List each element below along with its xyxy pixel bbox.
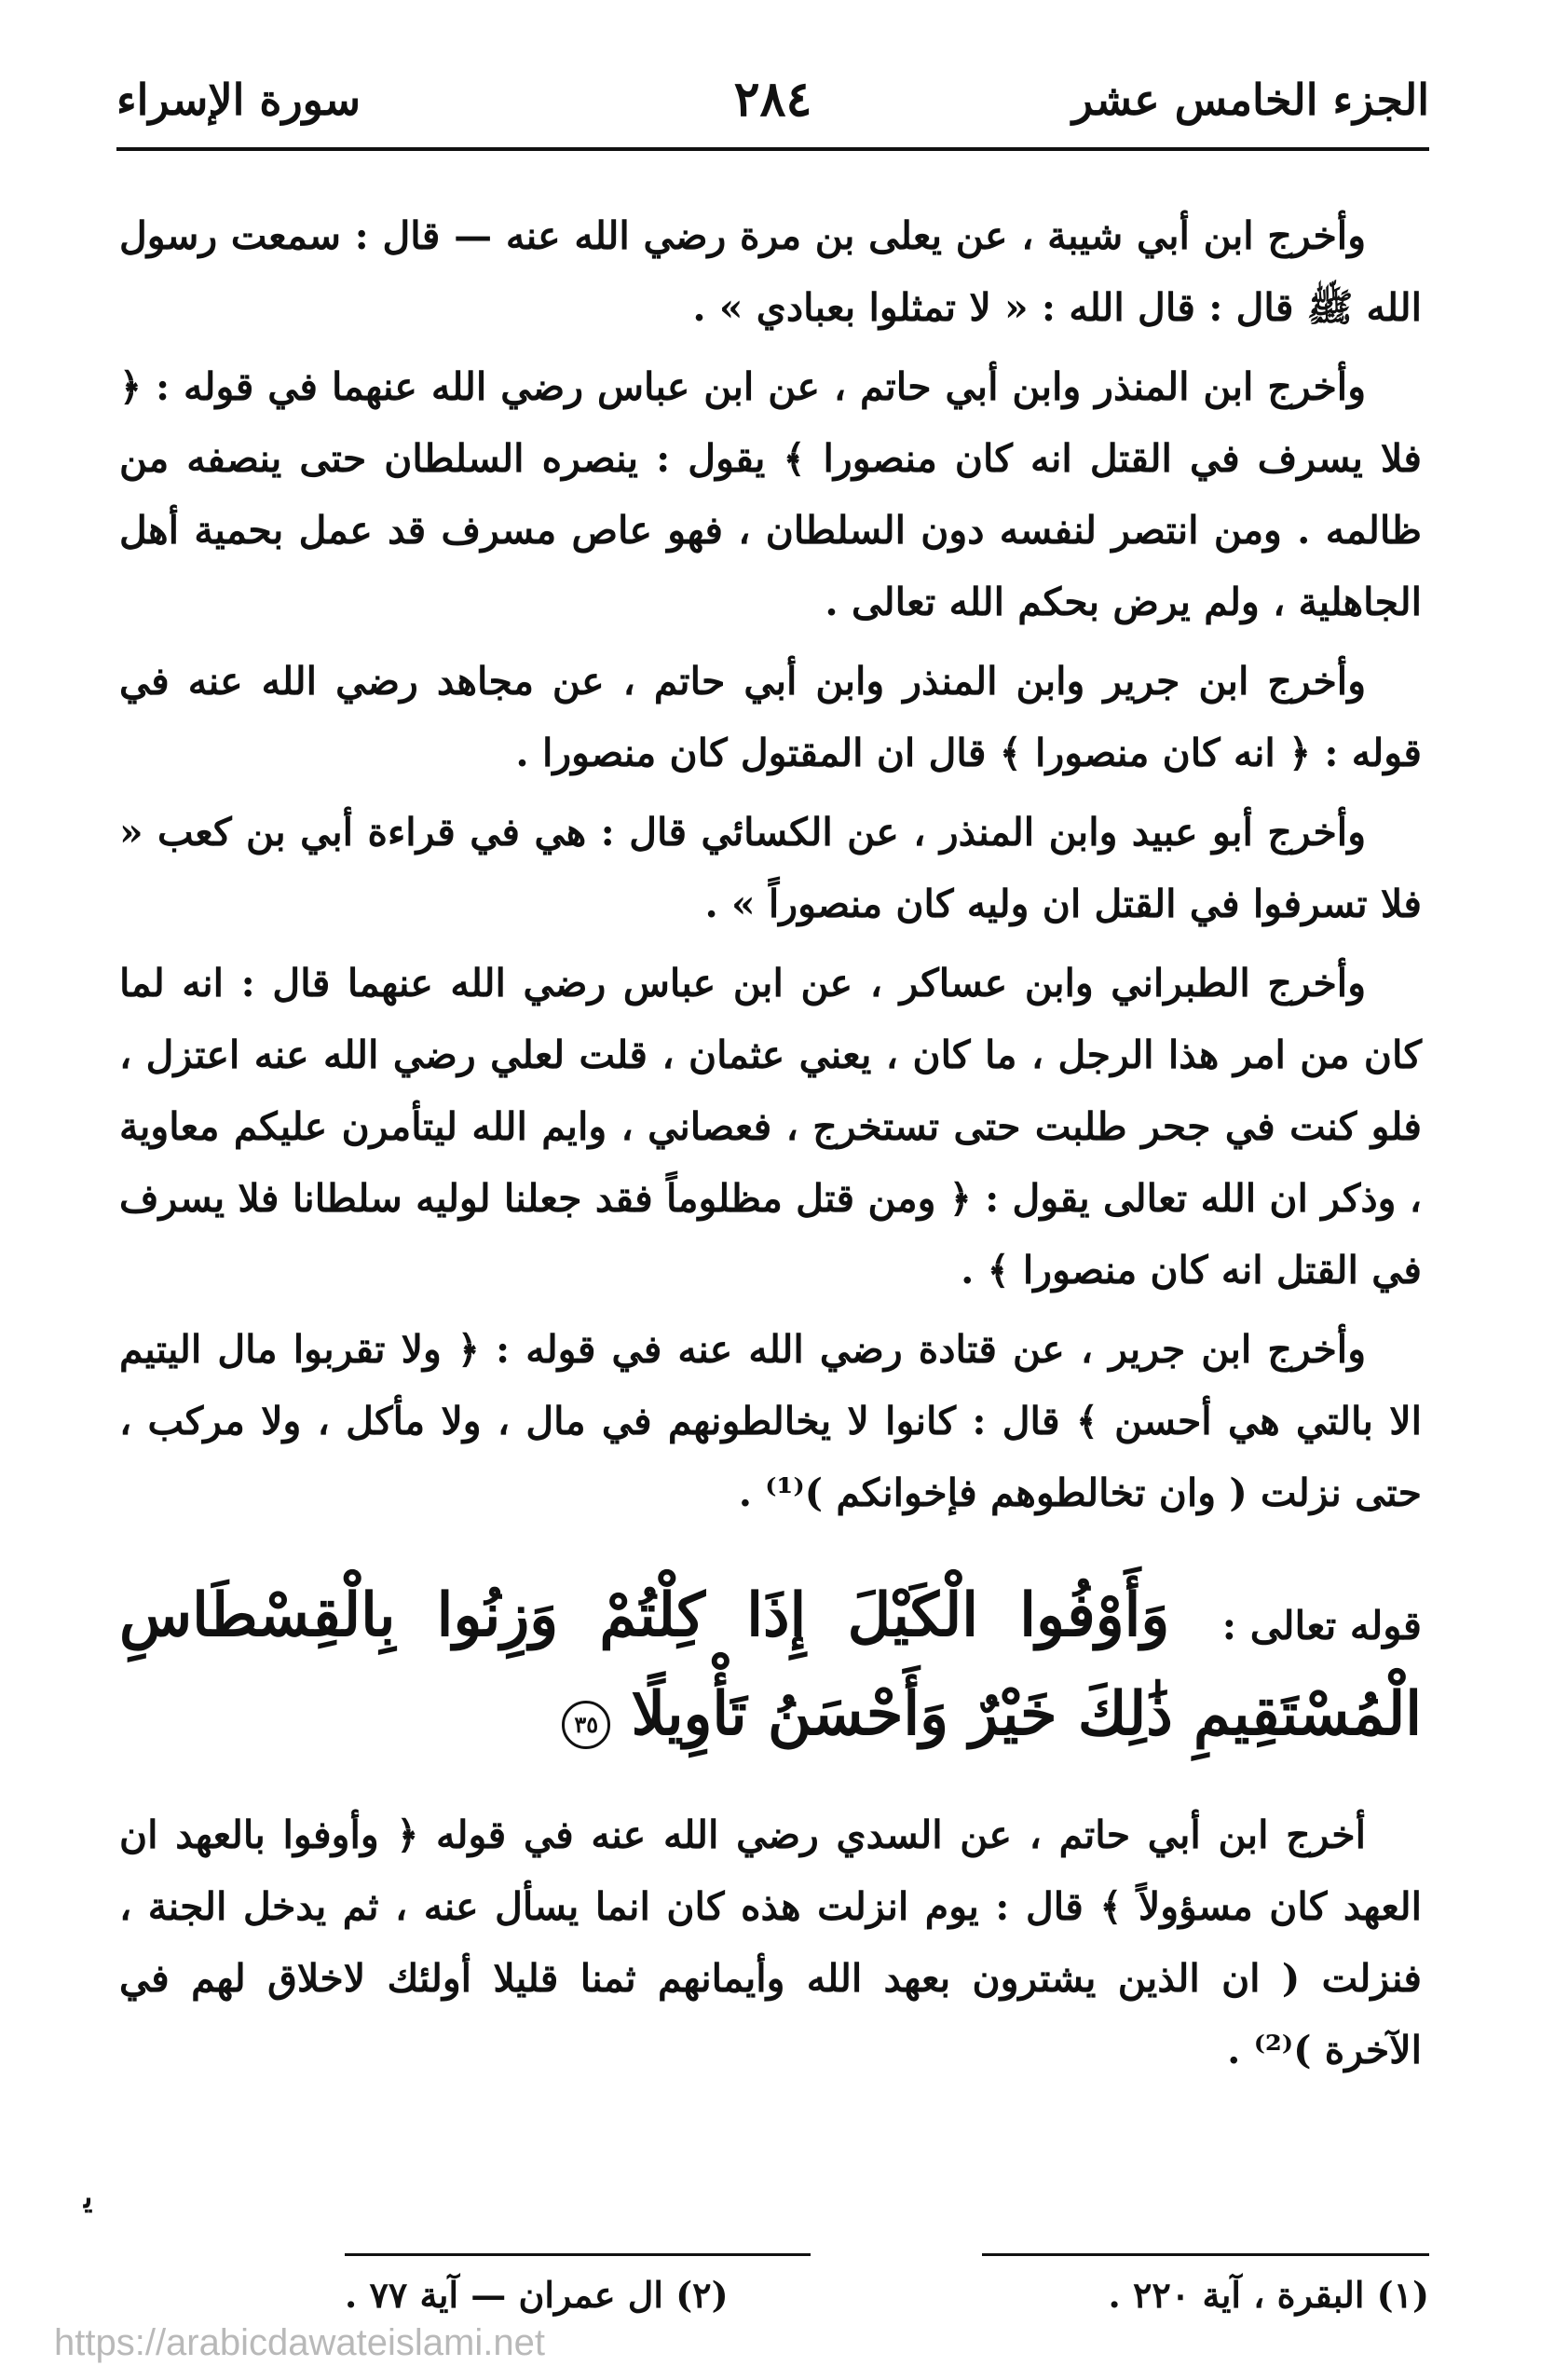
page-header bbox=[116, 65, 1429, 140]
watermark-url: https://arabicdawateislami.net bbox=[54, 2322, 545, 2363]
paragraph-7: أخرج ابن أبي حاتم ، عن السدي رضي الله عنه في قوله ﴿ وأوفوا بالعهد ان العهد كان مسؤولاً ﴾ قال : يوم انزلت هذه كان انما يسأل عنه ، ثم يدخل الجنة ، فنزلت ( ان الذين يشترون بعهد الله وأيمانهم ثمنا قليلا أولئك لاخلاق لهم في الآخرة )⁽²⁾ . bbox=[119, 1812, 1422, 2072]
footnote-rule-left bbox=[345, 2253, 811, 2256]
paragraph-6: وأخرج ابن جرير ، عن قتادة رضي الله عنه في قوله : ﴿ ولا تقربوا مال اليتيم الا بالتي هي أحسن ﴾ قال : كانوا لا يخالطونهم في مال ، ولا مأكل ، ولا مركب ، حتى نزلت ( وان تخالطوهم فإخوانكم )⁽¹⁾ . bbox=[119, 1327, 1422, 1515]
ayah-number-marker: ٣٥ bbox=[562, 1701, 610, 1749]
surah-title: سورة الإسراء bbox=[116, 75, 361, 125]
verse-label: قوله تعالى : bbox=[1221, 1603, 1423, 1648]
footnote-rule-right bbox=[982, 2253, 1429, 2256]
page-number: ٢٨٤ bbox=[733, 71, 812, 128]
quran-verse bbox=[119, 1566, 1422, 1764]
paragraph-3: وأخرج ابن جرير وابن المنذر وابن أبي حاتم ، عن مجاهد رضي الله عنه في قوله : ﴿ انه كان منصورا ﴾ قال ان المقتول كان منصورا . bbox=[119, 659, 1422, 775]
footnote-2: (٢) ال عمران — آية ٧٧ . bbox=[345, 2274, 729, 2316]
page-body bbox=[119, 200, 1422, 2094]
verse-text: وَأَوْفُوا الْكَيْلَ إِذَا كِلْتُمْ وَزِنُوا بِالْقِسْطَاسِ الْمُسْتَقِيمِ ذَٰلِكَ خَيْرٌ وَأَحْسَنُ تَأْوِيلًا bbox=[119, 1580, 1422, 1749]
paragraph-5: وأخرج الطبراني وابن عساكر ، عن ابن عباس رضي الله عنهما قال : انه لما كان من امر هذا الرجل ، ما كان ، يعني عثمان ، قلت لعلي رضي الله عنه اعتزل ، فلو كنت في جحر طلبت حتى تستخرج ، فعصاني ، وايم الله ليتأمرن عليكم معاوية ، وذكر ان الله تعالى يقول : ﴿ ومن قتل مظلوماً فقد جعلنا لوليه سلطانا فلا يسرف في القتل انه كان منصورا ﴾ . bbox=[119, 961, 1422, 1293]
header-rule bbox=[116, 147, 1429, 151]
paragraph-1: وأخرج ابن أبي شيبة ، عن يعلى بن مرة رضي الله عنه — قال : سمعت رسول الله ﷺ قال : قال الله : « لا تمثلوا بعبادي » . bbox=[119, 213, 1422, 330]
footnote-1: (١) البقرة ، آية ٢٢٠ . bbox=[1108, 2274, 1429, 2316]
paragraph-4: وأخرج أبو عبيد وابن المنذر ، عن الكسائي قال : هي في قراءة أبي بن كعب « فلا تسرفوا في القتل ان وليه كان منصوراً » . bbox=[119, 810, 1422, 926]
margin-mark: ﻳ bbox=[84, 2179, 93, 2216]
part-title: الجزء الخامس عشر bbox=[1071, 75, 1429, 125]
paragraph-2: وأخرج ابن المنذر وابن أبي حاتم ، عن ابن عباس رضي الله عنهما في قوله : ﴿ فلا يسرف في القتل انه كان منصورا ﴾ يقول : ينصره السلطان حتى ينصفه من ظالمه . ومن انتصر لنفسه دون السلطان ، فهو عاص مسرف قد عمل بحمية أهل الجاهلية ، ولم يرض بحكم الله تعالى . bbox=[119, 364, 1422, 624]
